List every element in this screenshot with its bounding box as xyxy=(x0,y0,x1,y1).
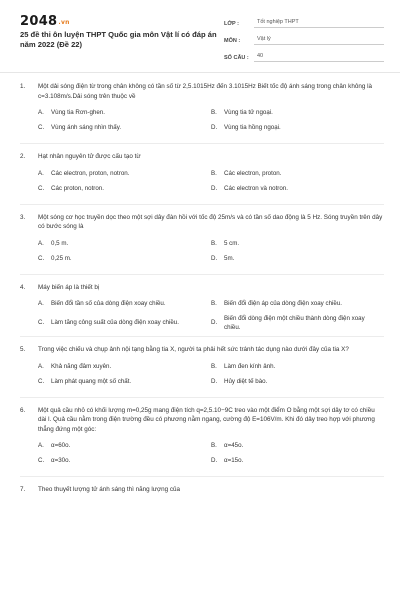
question-number: 5. xyxy=(20,346,26,353)
question-text: Một sóng cơ học truyền dọc theo một sợi dây đàn hồi với tốc độ 25m/s và có tần số dao động là 5 Hz. Sóng truyền trên dây có bước sóng là xyxy=(38,213,383,230)
option-c[interactable]: C. Làm phát quang một số chất. xyxy=(38,377,132,385)
option-c[interactable]: C. α=30o. xyxy=(38,457,71,464)
question-number: 1. xyxy=(20,83,26,90)
option-c[interactable]: C. Vùng ánh sáng nhìn thấy. xyxy=(38,124,122,131)
site-logo[interactable]: 2048.vn xyxy=(20,14,70,29)
option-d[interactable]: D. α=15o. xyxy=(211,457,244,464)
document-header xyxy=(0,0,400,72)
question-divider xyxy=(20,397,384,398)
question-text: Máy biến áp là thiết bị xyxy=(38,283,100,291)
option-b[interactable]: B. α=45o. xyxy=(211,442,244,449)
option-a[interactable]: A. Khả năng đâm xuyên. xyxy=(38,362,112,370)
question-number: 2. xyxy=(20,153,26,160)
option-d[interactable]: D. Hủy diệt tế bào. xyxy=(211,377,268,385)
question-5 xyxy=(0,343,400,398)
question-number: 3. xyxy=(20,213,26,221)
option-d[interactable]: D. Biến đổi dòng điện một chiều thành dòng điện xoay chiều. xyxy=(211,315,365,331)
question-divider xyxy=(20,274,384,275)
question-text: Một quả cầu nhỏ có khối lượng m=0,25g mang điện tích q=2,5.10−9C treo vào một điểm O bằng một sợi dây tơ có chiều dài l. Quả cầu nằm trong điện trường đều có phương nằm ngang, cường độ E=106V/m. Khi đó dây treo hợp với phương thẳng đứng một góc: xyxy=(38,406,375,433)
question-2 xyxy=(0,150,400,205)
question-list xyxy=(0,80,400,495)
question-text: Một dải sóng điện từ trong chân không có tần số từ 2,5.1015Hz đến 3.1015Hz Biết tốc độ ánh sáng trong chân không là c=3.108m/s.Dải sóng trên thuộc về xyxy=(38,83,372,100)
option-b[interactable]: B. Các electron, proton. xyxy=(211,169,282,177)
option-a[interactable]: A. α=60o. xyxy=(38,442,71,449)
question-6 xyxy=(0,404,400,478)
meta-question-count: SỐ CÂU : 40 xyxy=(224,48,384,62)
question-4 xyxy=(0,281,400,338)
option-a[interactable]: A. Các electron, proton, notron. xyxy=(38,169,130,177)
option-a[interactable]: A. Vùng tia Rơn-ghen. xyxy=(38,109,105,116)
meta-subject: MÔN : Vật lý xyxy=(224,31,384,45)
option-b[interactable]: B. Làm đen kính ảnh. xyxy=(211,362,276,370)
meta-class: LỚP : Tốt nghiệp THPT xyxy=(224,14,384,28)
option-d[interactable]: D. Các electron và notron. xyxy=(211,184,288,192)
option-d[interactable]: D. Vùng tia hồng ngoại. xyxy=(211,124,281,131)
question-number: 6. xyxy=(20,406,26,414)
question-number: 4. xyxy=(20,283,26,291)
option-a[interactable]: A. 0,5 m. xyxy=(38,239,69,247)
option-c[interactable]: C. 0,25 m. xyxy=(38,254,72,262)
option-b[interactable]: B. 5 cm. xyxy=(211,239,240,247)
question-number: 7. xyxy=(20,486,26,493)
question-7 xyxy=(0,483,400,495)
question-divider xyxy=(20,476,384,477)
header-divider xyxy=(0,72,400,73)
question-divider xyxy=(20,336,384,337)
question-3 xyxy=(0,211,400,275)
question-text: Hạt nhân nguyên tử được cấu tạo từ xyxy=(38,153,141,160)
document-meta xyxy=(224,14,384,65)
option-a[interactable]: A. Biến đổi tần số của dòng điện xoay chiều. xyxy=(38,300,166,307)
question-text: Trong việc chiếu và chụp ảnh nội tạng bằng tia X, người ta phải hết sức tránh tác dụng nào dưới đây của tia X? xyxy=(38,346,349,353)
question-1 xyxy=(0,80,400,144)
option-d[interactable]: D. 5m. xyxy=(211,254,235,262)
question-divider xyxy=(20,143,384,144)
document-title: 25 đề thi ôn luyện THPT Quốc gia môn Vật lí có đáp án năm 2022 (Đề 22) xyxy=(20,30,217,49)
option-c[interactable]: C. Các proton, notron. xyxy=(38,184,104,192)
option-b[interactable]: B. Biến đổi điện áp của dòng điện xoay chiều. xyxy=(211,300,342,307)
question-divider xyxy=(20,204,384,205)
question-text: Theo thuyết lượng tử ánh sáng thì năng lượng của xyxy=(38,486,181,493)
option-b[interactable]: B. Vùng tia tử ngoại. xyxy=(211,109,273,116)
option-c[interactable]: C. Làm tăng công suất của dòng điện xoay chiều. xyxy=(38,319,179,327)
